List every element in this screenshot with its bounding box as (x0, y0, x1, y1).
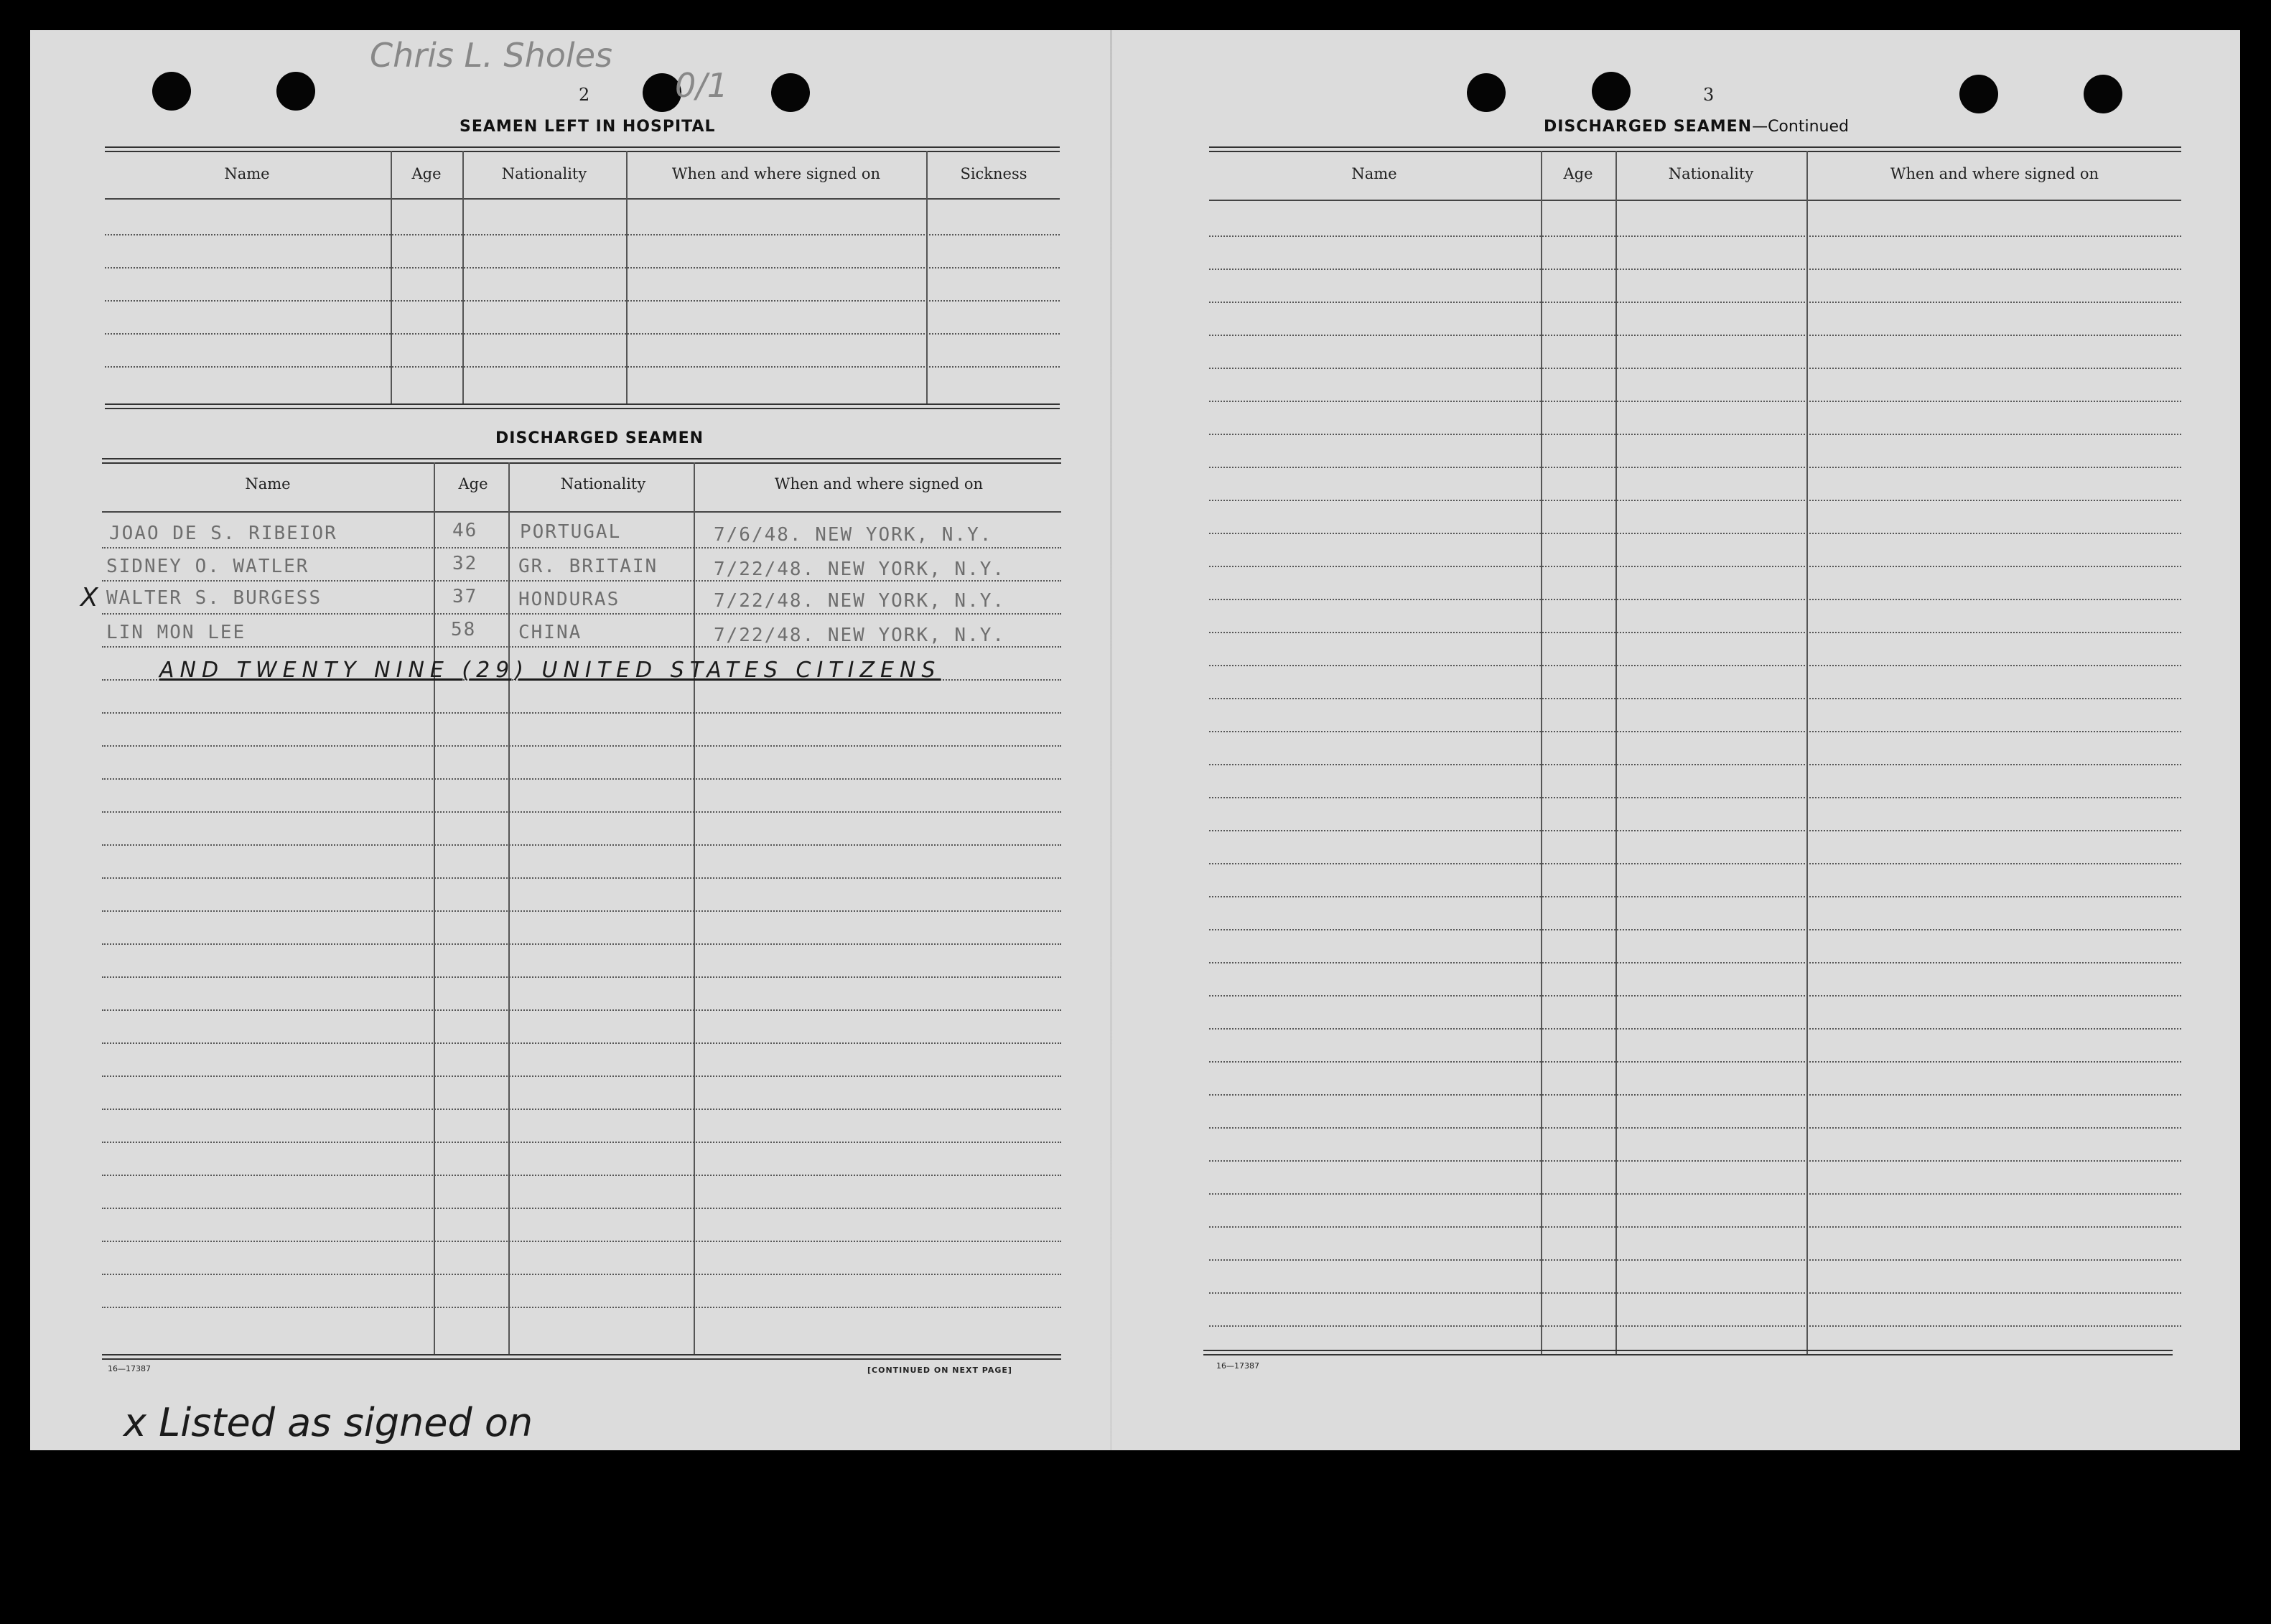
cell-nationality: HONDURAS (518, 589, 620, 610)
hospital-bottom-rule (105, 403, 1060, 409)
form-number: 16—17387 (1216, 1361, 1259, 1371)
right-row-line (1209, 566, 2181, 567)
right-row-line (1209, 269, 2181, 270)
discharged-title: DISCHARGED SEAMEN (495, 429, 704, 447)
right-col-divider (1541, 151, 1542, 1354)
hospital-col-nationality: Nationality (501, 165, 587, 182)
continued-note: [CONTINUED ON NEXT PAGE] (867, 1366, 1012, 1375)
right-row-line (1209, 533, 2181, 534)
hospital-row-line (105, 267, 1060, 269)
hospital-col-name: Name (224, 165, 270, 182)
hospital-row-line (105, 300, 1060, 302)
discharged-row-line (102, 844, 1061, 846)
right-row-line (1209, 962, 2181, 963)
right-row-line (1209, 731, 2181, 732)
right-row-line (1209, 599, 2181, 600)
right-row-line (1209, 863, 2181, 864)
hospital-col-signed-on: When and where signed on (671, 165, 881, 182)
discharged-row-line (102, 1009, 1061, 1011)
right-bottom-rule (1203, 1350, 2173, 1355)
hospital-header-rule (105, 198, 1060, 200)
cell-signed-on: 7/22/48. NEW YORK, N.Y. (714, 590, 1006, 612)
right-row-line (1209, 1325, 2181, 1327)
cell-signed-on: 7/22/48. NEW YORK, N.Y. (714, 625, 1006, 646)
page-number: 3 (1703, 85, 1715, 105)
discharged-top-rule (102, 458, 1061, 464)
discharged-row-line (102, 1307, 1061, 1308)
hospital-row-line (105, 234, 1060, 235)
right-row-line (1209, 698, 2181, 699)
discharged-col-signed-on: When and where signed on (774, 475, 984, 493)
right-row-line (1209, 797, 2181, 798)
right-row-line (1209, 335, 2181, 336)
discharged-row-line (102, 1042, 1061, 1044)
discharged-row-line (102, 745, 1061, 747)
cell-nationality: GR. BRITAIN (518, 556, 658, 577)
cell-age: 46 (452, 520, 478, 541)
discharged-col-divider (508, 462, 510, 1355)
right-col-divider (1806, 151, 1808, 1354)
right-row-line (1209, 1259, 2181, 1261)
right-row-line (1209, 1193, 2181, 1195)
signature-mark: 0/1 (675, 66, 729, 105)
right-col-divider (1615, 151, 1617, 1354)
row-check-mark: X (80, 583, 98, 612)
right-row-line (1209, 500, 2181, 501)
hospital-col-divider (462, 151, 464, 403)
discharged-row-line (102, 547, 1061, 549)
punch-hole (2084, 75, 2122, 113)
discharged-row-line (102, 646, 1061, 648)
discharged-title-continued: —Continued (1752, 118, 1849, 136)
discharged-col-divider (694, 462, 695, 1355)
right-row-line (1209, 1061, 2181, 1063)
discharged-title-main: DISCHARGED SEAMEN (1544, 118, 1753, 136)
right-col-name: Name (1351, 165, 1397, 182)
right-row-line (1209, 1094, 2181, 1096)
right-row-line (1209, 929, 2181, 930)
right-row-line (1209, 830, 2181, 831)
discharged-row-line (102, 976, 1061, 978)
punch-hole (276, 72, 315, 111)
right-col-age: Age (1563, 165, 1593, 182)
right-row-line (1209, 1226, 2181, 1228)
discharged-row-line (102, 1208, 1061, 1209)
discharged-header-rule (102, 511, 1061, 513)
right-row-line (1209, 235, 2181, 237)
right-row-line (1209, 896, 2181, 897)
cell-age: 37 (452, 586, 478, 607)
discharged-bottom-rule (102, 1354, 1061, 1360)
page-number: 2 (579, 85, 590, 105)
punch-hole (771, 73, 810, 112)
discharged-row-line (102, 910, 1061, 912)
right-row-line (1209, 995, 2181, 997)
punch-hole (1467, 73, 1506, 112)
hospital-col-divider (626, 151, 628, 403)
hospital-col-divider (391, 151, 392, 403)
punch-hole (1592, 72, 1631, 111)
discharged-col-name: Name (245, 475, 291, 493)
cell-nationality: PORTUGAL (520, 521, 622, 543)
discharged-row-line (102, 877, 1061, 879)
right-row-line (1209, 1292, 2181, 1294)
hospital-col-sickness: Sickness (960, 165, 1027, 182)
discharged-row-line (102, 580, 1061, 582)
hospital-top-rule (105, 146, 1060, 152)
right-col-nationality: Nationality (1668, 165, 1754, 182)
right-row-line (1209, 1160, 2181, 1162)
hospital-col-divider (926, 151, 928, 403)
discharged-row-line (102, 1109, 1061, 1110)
discharged-row-line (102, 1075, 1061, 1077)
discharged-row-line (102, 1241, 1061, 1242)
right-row-line (1209, 434, 2181, 435)
cell-age: 58 (451, 619, 477, 640)
right-col-signed-on: When and where signed on (1890, 165, 2099, 182)
cell-age: 32 (452, 553, 478, 574)
cell-name: JOAO DE S. RIBEIOR (109, 523, 337, 544)
right-row-line (1209, 302, 2181, 303)
document-sheet (30, 30, 2240, 1450)
discharged-row-line (102, 778, 1061, 780)
page-fold (1110, 30, 1112, 1450)
hospital-title: SEAMEN LEFT IN HOSPITAL (460, 118, 716, 136)
right-row-line (1209, 764, 2181, 765)
cell-name: LIN MON LEE (106, 622, 246, 643)
discharged-row-line (102, 811, 1061, 813)
right-row-line (1209, 368, 2181, 369)
form-number: 16—17387 (108, 1364, 151, 1373)
cell-signed-on: 7/6/48. NEW YORK, N.Y. (714, 524, 993, 546)
right-header-rule (1209, 200, 2181, 201)
cell-nationality: CHINA (518, 622, 582, 643)
discharged-col-divider (434, 462, 435, 1355)
hospital-row-line (105, 333, 1060, 335)
discharged-row-line (102, 613, 1061, 615)
right-top-rule (1209, 146, 2181, 152)
hospital-row-line (105, 366, 1060, 368)
discharged-col-age: Age (458, 475, 488, 493)
handwritten-citizens-entry: AND TWENTY NINE (29) UNITED STATES CITIZENS (159, 658, 941, 683)
signature: Chris L. Sholes (370, 36, 612, 75)
right-row-line (1209, 467, 2181, 468)
right-row-line (1209, 632, 2181, 633)
discharged-row-line (102, 1175, 1061, 1176)
handwritten-note: x Listed as signed on (123, 1400, 533, 1445)
discharged-row-line (102, 943, 1061, 945)
discharged-row-line (102, 1274, 1061, 1275)
discharged-row-line (102, 712, 1061, 714)
punch-hole (152, 72, 191, 111)
punch-hole (1959, 75, 1998, 113)
discharged-col-nationality: Nationality (560, 475, 646, 493)
cell-name: WALTER S. BURGESS (106, 587, 322, 609)
hospital-col-age: Age (411, 165, 442, 182)
right-row-line (1209, 1028, 2181, 1030)
cell-name: SIDNEY O. WATLER (106, 556, 309, 577)
right-row-line (1209, 401, 2181, 402)
right-row-line (1209, 1127, 2181, 1129)
discharged-continued-title (1544, 118, 1849, 136)
right-row-line (1209, 665, 2181, 666)
discharged-row-line (102, 1142, 1061, 1143)
cell-signed-on: 7/22/48. NEW YORK, N.Y. (714, 559, 1006, 580)
